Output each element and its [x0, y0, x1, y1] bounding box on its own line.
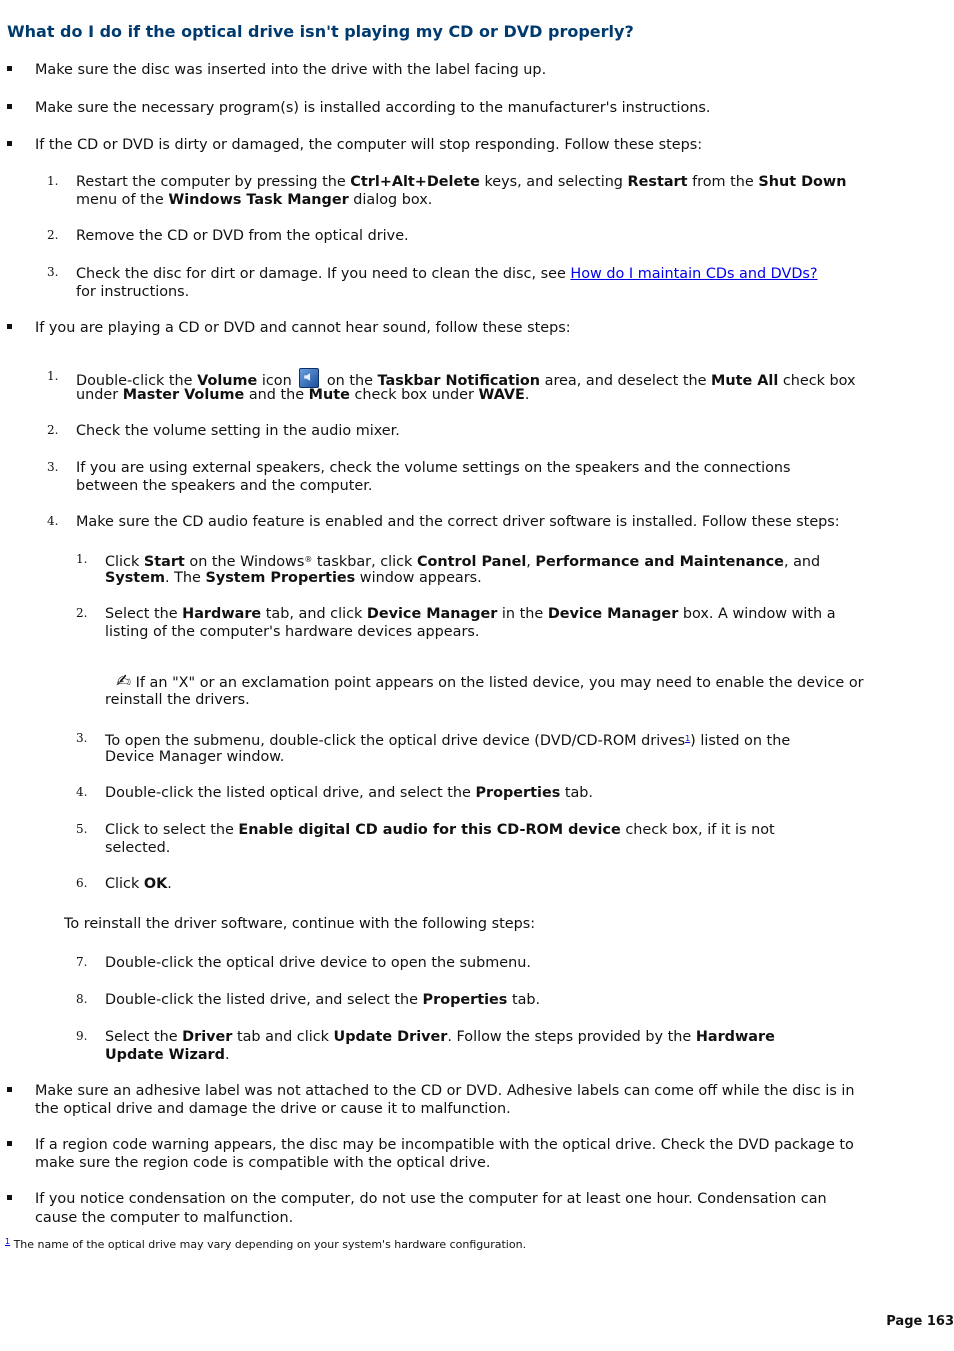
- dirty-step-2: Remove the CD or DVD from the optical drive.: [76, 228, 409, 244]
- step-number: 1.: [47, 174, 59, 188]
- driver-step-9: Select the Driver tab and click Update Driver. Follow the steps provided by the Hardware: [105, 1029, 775, 1045]
- sound-step-3: If you are using external speakers, check the volume settings on the speakers and the connections: [76, 460, 791, 476]
- sound-step-1: Double-click the Volume icon on the Taskbar Notification area, and deselect the Mute All check box: [76, 368, 856, 390]
- sound-step-4: Make sure the CD audio feature is enabled and the correct driver software is installed. Follow these steps:: [76, 514, 840, 530]
- step-number: 3.: [47, 265, 59, 279]
- bullet-text: If a region code warning appears, the disc may be incompatible with the optical drive. Check the DVD package to: [35, 1137, 854, 1153]
- driver-step-6: Click OK.: [105, 876, 172, 892]
- step-number: 6.: [76, 876, 88, 890]
- footnote-ref-link[interactable]: 1: [685, 734, 691, 743]
- driver-step-4: Double-click the listed optical drive, and select the Properties tab.: [105, 785, 594, 801]
- note: ✍ If an "X" or an exclamation point appears on the listed device, you may need to enable the device or: [116, 671, 864, 692]
- dirty-step-1: Restart the computer by pressing the Ctrl+Alt+Delete keys, and selecting Restart from the Shut Down: [76, 174, 847, 190]
- bullet-text: Make sure the disc was inserted into the drive with the label facing up.: [35, 62, 547, 78]
- step-number: 8.: [76, 992, 88, 1006]
- sound-step-2: Check the volume setting in the audio mixer.: [76, 423, 400, 439]
- step-number: 5.: [76, 822, 88, 836]
- driver-step-1-cont: System. The System Properties window appears.: [105, 570, 482, 586]
- sound-step-1-cont: under Master Volume and the Mute check box under WAVE.: [76, 387, 530, 403]
- sound-step-3-cont: between the speakers and the computer.: [76, 478, 373, 494]
- dirty-step-3-cont: for instructions.: [76, 284, 190, 300]
- step-number: 4.: [76, 785, 88, 799]
- bullet-marker: [7, 66, 12, 71]
- step-number: 2.: [76, 606, 88, 620]
- maintain-cds-link[interactable]: How do I maintain CDs and DVDs?: [570, 266, 818, 282]
- bullet-text-cont: cause the computer to malfunction.: [35, 1210, 294, 1226]
- driver-step-3: To open the submenu, double-click the optical drive device (DVD/CD-ROM drives$^1$) listed on the: [105, 733, 791, 749]
- footnote-mark[interactable]: 1: [5, 1237, 11, 1246]
- note-cont: reinstall the drivers.: [105, 692, 250, 708]
- step-number: 2.: [47, 423, 59, 437]
- step-number: 9.: [76, 1029, 88, 1043]
- step-number: 3.: [47, 460, 59, 474]
- driver-step-5-cont: selected.: [105, 840, 171, 856]
- note-pencil-icon: ✍: [116, 671, 132, 692]
- page-title: What do I do if the optical drive isn't playing my CD or DVD properly?: [7, 22, 634, 41]
- bullet-marker: [7, 141, 12, 146]
- driver-step-8: Double-click the listed drive, and select the Properties tab.: [105, 992, 541, 1008]
- driver-step-3-cont: Device Manager window.: [105, 749, 285, 765]
- reinstall-intro: To reinstall the driver software, continue with the following steps:: [64, 916, 536, 932]
- dirty-step-1-cont: menu of the Windows Task Manger dialog box.: [76, 192, 433, 208]
- bullet-marker: [7, 1141, 12, 1146]
- step-number: 4.: [47, 514, 59, 528]
- driver-step-2-cont: listing of the computer's hardware devices appears.: [105, 624, 480, 640]
- driver-step-2: Select the Hardware tab, and click Device Manager in the Device Manager box. A window with a: [105, 606, 836, 622]
- step-number: 3.: [76, 731, 88, 745]
- bullet-text: If you are playing a CD or DVD and cannot hear sound, follow these steps:: [35, 320, 571, 336]
- step-number: 7.: [76, 955, 88, 969]
- page-number: Page 163: [886, 1314, 954, 1329]
- step-number: 1.: [47, 369, 59, 383]
- dirty-step-3: Check the disc for dirt or damage. If you need to clean the disc, see How do I maintain CDs and DVDs?: [76, 266, 818, 282]
- bullet-text: Make sure the necessary program(s) is installed according to the manufacturer's instructions.: [35, 100, 711, 116]
- driver-step-7: Double-click the optical drive device to open the submenu.: [105, 955, 531, 971]
- bullet-marker: [7, 104, 12, 109]
- bullet-marker: [7, 1195, 12, 1200]
- step-number: 2.: [47, 228, 59, 242]
- bullet-text-cont: the optical drive and damage the drive or cause it to malfunction.: [35, 1101, 511, 1117]
- driver-step-5: Click to select the Enable digital CD audio for this CD-ROM device check box, if it is not: [105, 822, 775, 838]
- bullet-marker: [7, 324, 12, 329]
- bullet-text: If you notice condensation on the computer, do not use the computer for at least one hour. Condensation can: [35, 1191, 827, 1207]
- step-number: 1.: [76, 552, 88, 566]
- bullet-text: Make sure an adhesive label was not attached to the CD or DVD. Adhesive labels can come off while the disc is in: [35, 1083, 855, 1099]
- bullet-marker: [7, 1087, 12, 1092]
- volume-icon: [299, 368, 319, 388]
- driver-step-1: Click Start on the Windows® taskbar, click Control Panel, Performance and Maintenance, and: [105, 554, 821, 570]
- driver-step-9-cont: Update Wizard.: [105, 1047, 230, 1063]
- footnote: $^1$ The name of the optical drive may vary depending on your system's hardware configuration.: [5, 1237, 527, 1251]
- bullet-text-cont: make sure the region code is compatible with the optical drive.: [35, 1155, 491, 1171]
- bullet-text: If the CD or DVD is dirty or damaged, the computer will stop responding. Follow these steps:: [35, 137, 703, 153]
